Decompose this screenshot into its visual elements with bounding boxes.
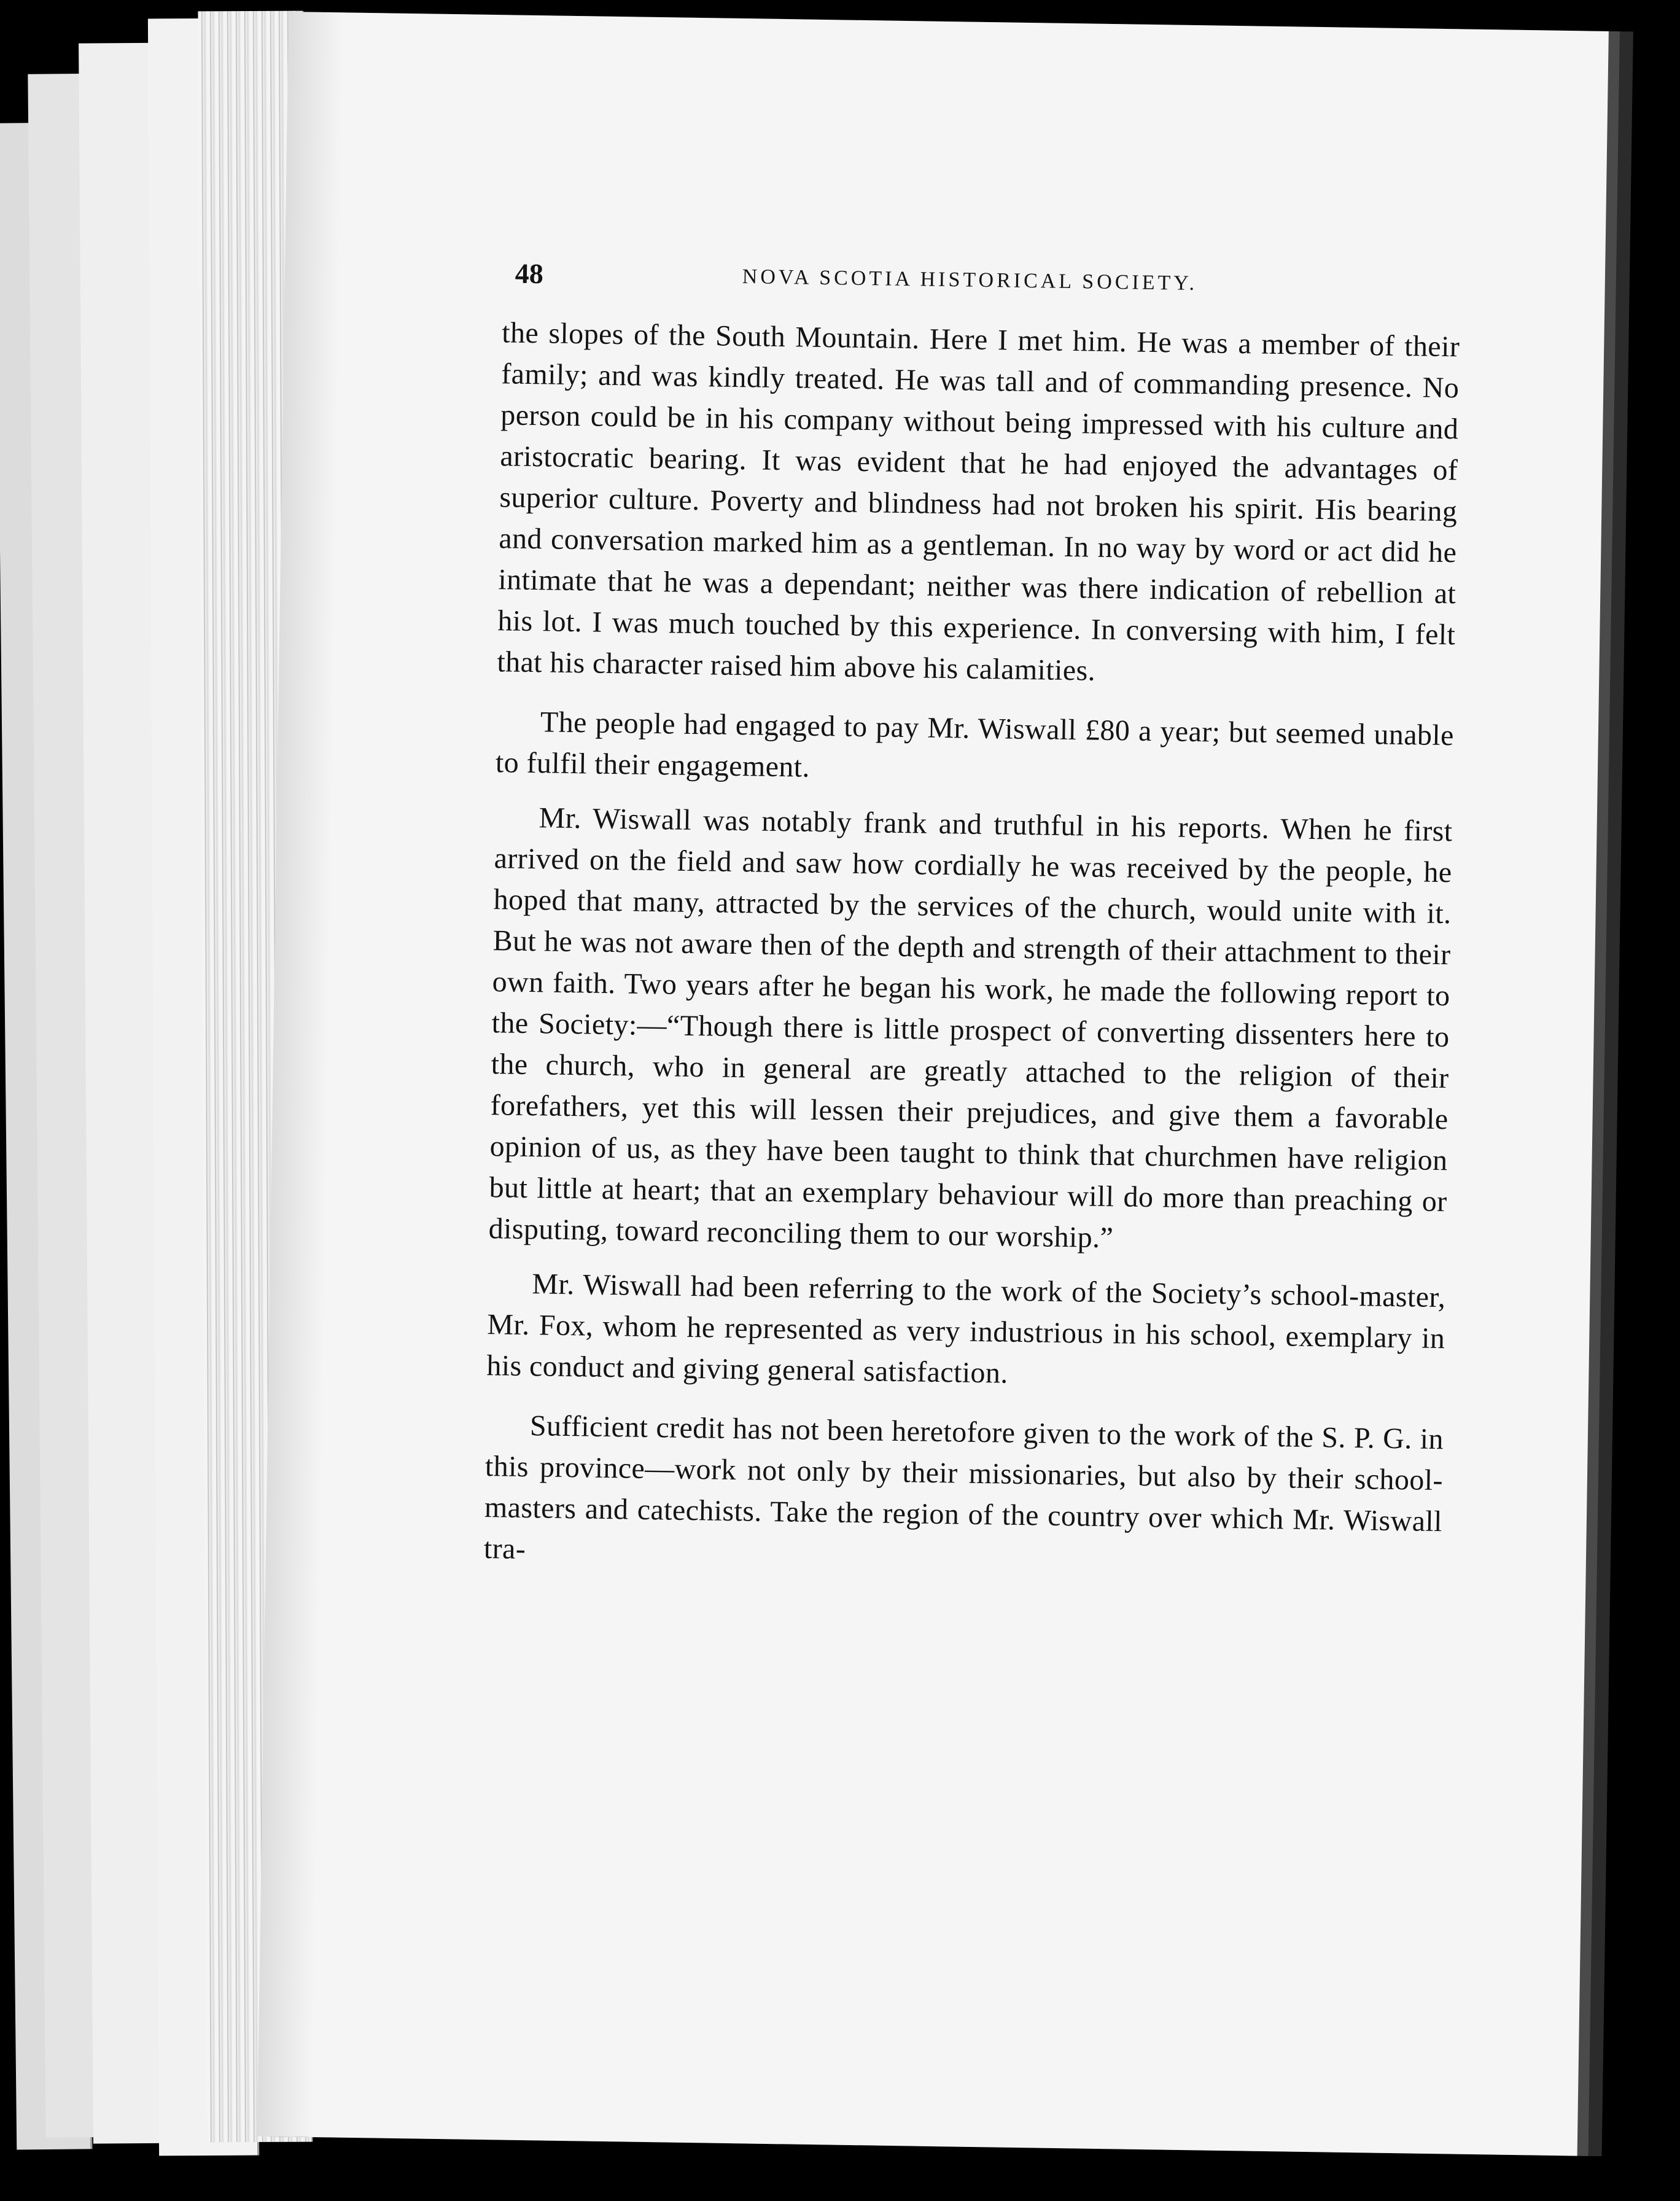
- running-head: [502, 254, 1461, 317]
- paragraph-school-master: Mr. Wiswall had been referring to the work of the Society’s school-master, Mr. Fox, whom he represented as very industrious in his school, exemplary in his conduct and giving general satisfaction.: [486, 1268, 1446, 1390]
- paragraph-continuation: the slopes of the South Mountain. Here I met him. He was a member of their family; and was kindly treated. He was tall and of commanding presence. No person could be in his company without being impressed with his culture and aristocratic bearing. It was evident that he had enjoyed the advantages of superior culture. Poverty and blindness had not broken his spirit. His bearing and conversation marked him as a gentleman. In no way by word or act did he intimate that he was a dependant; neither was there indication of rebellion at his lot. I was much touched by this experience. In conversing with him, I felt that his character raised him above his calamities.: [497, 316, 1460, 687]
- paragraph-spg-credit: Sufficient credit has not been heretofore given to the work of the S. P. G. in this province—work not only by their missionaries, but also by their school-masters and catechists. Take the region of the country over which Mr. Wiswall tra-: [483, 1409, 1444, 1566]
- paragraph-report: Mr. Wiswall was notably frank and truthful in his reports. When he first arrived on the field and saw how cordially he was received by the people, he hoped that many, attracted by the services of the church, would unite with it. But he was not aware then of the depth and strength of their attachment to their own faith. Two years after he began his work, he made the following report to the Society:—“Though there is little prospect of converting dissenters here to the church, who in general are greatly attached to the religion of their forefathers, yet this will lessen their prejudices, and give them a favorable opinion of us, as they have been taught to think that churchmen have religion but little at heart; that an exemplary behaviour will do more than preaching or disputing, toward reconciling them to our worship.”: [488, 801, 1453, 1255]
- page-number: 48: [515, 257, 544, 290]
- paragraph-salary: The people had engaged to pay Mr. Wiswall £80 a year; but seemed unable to fulfil their engagement.: [495, 706, 1455, 784]
- book-page: [257, 12, 1609, 2156]
- running-title: NOVA SCOTIA HISTORICAL SOCIETY.: [742, 265, 1198, 295]
- page-text-block: [484, 254, 1461, 1583]
